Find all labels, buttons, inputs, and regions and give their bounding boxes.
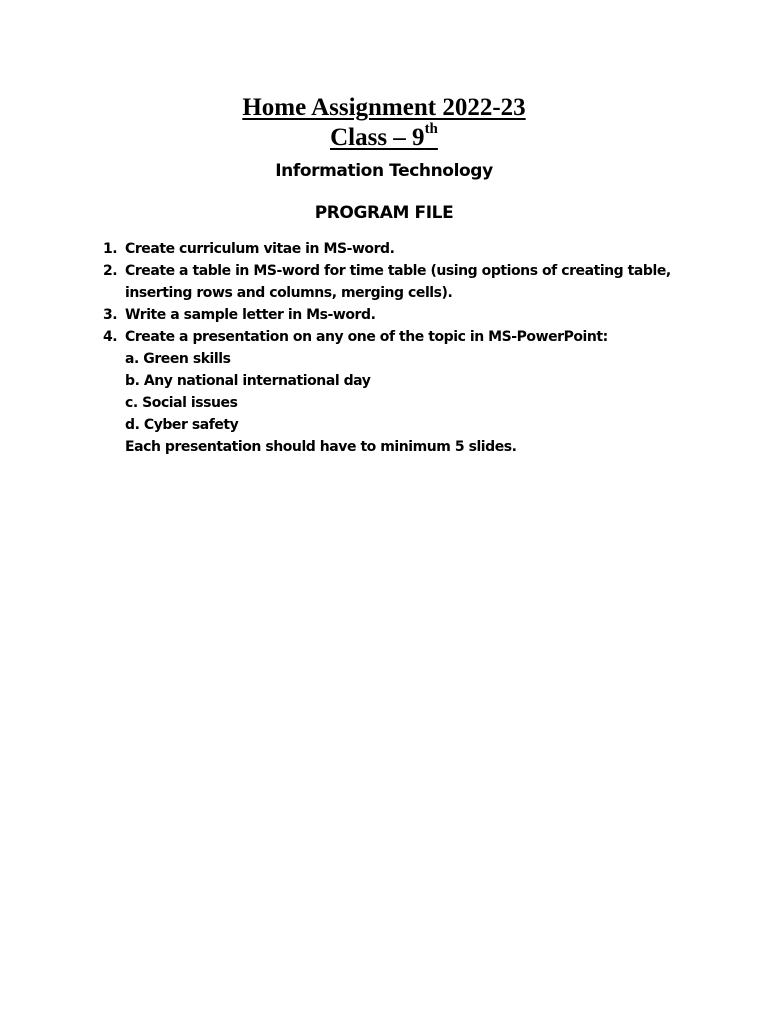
- class-title: [0, 120, 768, 152]
- list-item-text: Create a table in MS-word for time table (using options of creating table, inserting rows and columns, merging cells).: [125, 263, 671, 301]
- class-title-text: [330, 120, 438, 151]
- list-item: [103, 238, 683, 260]
- assignment-title: [0, 94, 768, 122]
- class-suffix: th: [424, 120, 438, 137]
- sub-item: a. Green skills: [125, 351, 231, 367]
- list-item-text: Write a sample letter in Ms-word.: [125, 307, 376, 323]
- subject-heading: Information Technology: [275, 161, 493, 181]
- section-heading: PROGRAM FILE: [314, 203, 454, 223]
- assignment-list: [103, 238, 683, 458]
- list-item: [103, 326, 683, 458]
- list-item: [103, 304, 683, 326]
- list-item: [103, 260, 683, 304]
- assignment-title-text: Home Assignment 2022-23: [242, 94, 526, 121]
- list-item-number: 1.: [103, 241, 118, 257]
- list-item-text: Create a presentation on any one of the topic in MS-PowerPoint:: [125, 329, 608, 345]
- sub-item: d. Cyber safety: [125, 417, 239, 433]
- class-prefix: Class – 9: [330, 124, 425, 151]
- list-item-text: Create curriculum vitae in MS-word.: [125, 241, 395, 257]
- sub-item: c. Social issues: [125, 395, 238, 411]
- list-item-number: 3.: [103, 307, 118, 323]
- list-item-number: 2.: [103, 263, 118, 279]
- list-item-number: 4.: [103, 329, 118, 345]
- presentation-note: Each presentation should have to minimum 5 slides.: [125, 439, 517, 455]
- sub-item: b. Any national international day: [125, 373, 371, 389]
